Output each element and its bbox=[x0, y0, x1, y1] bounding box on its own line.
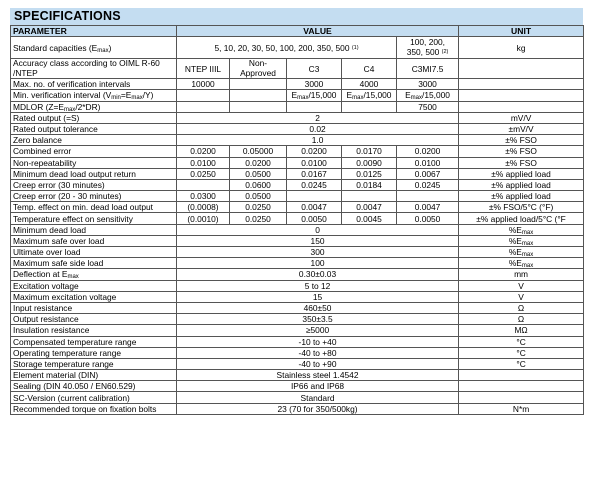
value-subscript: max bbox=[352, 95, 364, 102]
row-unit bbox=[459, 224, 584, 235]
value-text: E bbox=[346, 90, 353, 101]
row-label bbox=[11, 235, 177, 246]
row-value: 0.0600 bbox=[230, 179, 287, 190]
row-unit bbox=[459, 291, 584, 302]
row-unit: ±% FSO/5°C (°F) bbox=[459, 202, 584, 213]
table-row bbox=[11, 191, 584, 202]
unit-subscript: max bbox=[521, 240, 534, 247]
row-label bbox=[11, 90, 177, 101]
specifications-table bbox=[10, 25, 584, 415]
label-text: Minimum dead load bbox=[13, 224, 87, 235]
row-value: 150 bbox=[177, 235, 459, 246]
label-text: Sealing (DIN 40.050 / EN60.529) bbox=[13, 381, 136, 392]
row-value bbox=[177, 179, 230, 190]
row-value: 0.0067 bbox=[397, 168, 459, 179]
row-label bbox=[11, 370, 177, 381]
label-text: SC-Version (current calibration) bbox=[13, 392, 130, 403]
capacities-value bbox=[177, 37, 397, 59]
row-label bbox=[11, 314, 177, 325]
table-row bbox=[11, 403, 584, 414]
row-label: Rated output (=S) bbox=[11, 112, 177, 123]
row-value: 1.0 bbox=[177, 135, 459, 146]
unit-subscript: max bbox=[521, 263, 534, 269]
row-label: Accuracy class according to OIML R-60 /NTEP bbox=[11, 59, 177, 79]
row-value bbox=[342, 191, 397, 202]
accuracy-class: C3MI7.5 bbox=[397, 59, 459, 79]
value-text: E bbox=[291, 90, 298, 101]
unit-text: %E bbox=[508, 258, 522, 269]
row-label: Combined error bbox=[11, 146, 177, 157]
row-value: Standard bbox=[177, 392, 459, 403]
label-text-end: ) bbox=[108, 42, 112, 53]
table-row bbox=[11, 90, 584, 101]
table-row bbox=[11, 381, 584, 392]
row-unit bbox=[459, 280, 584, 291]
label-text: Input resistance bbox=[13, 303, 73, 314]
row-value: 0.02 bbox=[177, 123, 459, 134]
row-label bbox=[11, 302, 177, 313]
table-row bbox=[11, 123, 584, 134]
row-value: ≥5000 bbox=[177, 325, 459, 336]
row-label bbox=[11, 258, 177, 269]
label-text: Insulation resistance bbox=[13, 325, 90, 336]
row-unit bbox=[459, 269, 584, 280]
table-row bbox=[11, 314, 584, 325]
row-unit bbox=[459, 90, 584, 101]
row-value: 2 bbox=[177, 112, 459, 123]
row-label bbox=[11, 247, 177, 258]
capacities-alt-line2: 350, 500 bbox=[406, 46, 440, 57]
label-text: Standard capacities (E bbox=[13, 42, 98, 53]
row-unit: mV/V bbox=[459, 112, 584, 123]
row-unit: kg bbox=[459, 37, 584, 59]
label-text: Compensated temperature range bbox=[13, 336, 137, 347]
row-unit: ±mV/V bbox=[459, 123, 584, 134]
row-value bbox=[342, 90, 397, 101]
table-row bbox=[11, 37, 584, 59]
row-value: 0.0184 bbox=[342, 179, 397, 190]
row-value: 0.30±0.03 bbox=[177, 269, 459, 280]
row-label: Max. no. of verification intervals bbox=[11, 79, 177, 90]
label-text: Ultimate over load bbox=[13, 247, 81, 258]
row-value: 100 bbox=[177, 258, 459, 269]
table-header-row bbox=[11, 26, 584, 37]
row-value: 350±3.5 bbox=[177, 314, 459, 325]
row-unit bbox=[459, 370, 584, 381]
row-value bbox=[287, 90, 342, 101]
unit-text: N*m bbox=[512, 403, 530, 414]
row-unit: ±% applied load bbox=[459, 191, 584, 202]
unit-subscript: max bbox=[521, 252, 534, 258]
row-value: 0.0300 bbox=[177, 191, 230, 202]
row-value: 10000 bbox=[177, 79, 230, 90]
row-unit bbox=[459, 79, 584, 90]
row-label bbox=[11, 358, 177, 369]
row-unit bbox=[459, 403, 584, 414]
row-value: 0.0500 bbox=[230, 168, 287, 179]
label-text: Maximum safe side load bbox=[13, 258, 104, 269]
label-subscript: max bbox=[63, 106, 76, 113]
row-label: Minimum dead load output return bbox=[11, 168, 177, 179]
row-label bbox=[11, 269, 177, 280]
row-value: 0.0200 bbox=[230, 157, 287, 168]
row-value bbox=[230, 90, 287, 101]
row-value bbox=[230, 79, 287, 90]
table-row bbox=[11, 258, 584, 269]
row-value: 0.0100 bbox=[397, 157, 459, 168]
unit-text: °C bbox=[516, 358, 526, 369]
row-unit bbox=[459, 358, 584, 369]
row-label: Temperature effect on sensitivity bbox=[11, 213, 177, 224]
row-value bbox=[287, 101, 342, 112]
row-value: 0.0047 bbox=[287, 202, 342, 213]
row-label bbox=[11, 336, 177, 347]
unit-text: V bbox=[518, 280, 524, 291]
row-value: -40 to +80 bbox=[177, 347, 459, 358]
row-label: Creep error (20 - 30 minutes) bbox=[11, 191, 177, 202]
row-value bbox=[177, 90, 230, 101]
row-unit bbox=[459, 325, 584, 336]
row-label: Non-repeatability bbox=[11, 157, 177, 168]
row-value: 0.0250 bbox=[177, 168, 230, 179]
row-value: 0.0050 bbox=[397, 213, 459, 224]
row-value: 0.0245 bbox=[287, 179, 342, 190]
unit-text: °C bbox=[516, 347, 526, 358]
table-row bbox=[11, 59, 584, 79]
table-row bbox=[11, 157, 584, 168]
row-unit bbox=[459, 314, 584, 325]
row-value: 300 bbox=[177, 247, 459, 258]
unit-text: MΩ bbox=[514, 325, 528, 336]
row-label bbox=[11, 381, 177, 392]
label-text: =E bbox=[120, 90, 132, 101]
row-value: 0.0047 bbox=[342, 202, 397, 213]
row-unit bbox=[459, 302, 584, 313]
header-parameter: PARAMETER bbox=[11, 26, 177, 37]
row-unit bbox=[459, 381, 584, 392]
accuracy-class: Non- Approved bbox=[230, 59, 287, 79]
label-text: Min. verification interval (V bbox=[13, 90, 112, 101]
row-unit: ±% FSO bbox=[459, 146, 584, 157]
accuracy-class: C3 bbox=[287, 59, 342, 79]
table-row bbox=[11, 224, 584, 235]
row-unit: ±% FSO bbox=[459, 135, 584, 146]
label-subscript: min bbox=[111, 95, 121, 102]
unit-text: Ω bbox=[517, 303, 525, 314]
capacities-alt-line1: 100, 200, bbox=[410, 37, 445, 48]
row-value: -40 to +90 bbox=[177, 358, 459, 369]
row-value bbox=[342, 101, 397, 112]
row-value: 0.0125 bbox=[342, 168, 397, 179]
label-subscript: max bbox=[131, 95, 143, 102]
label-text: /2*DR) bbox=[75, 101, 101, 112]
row-value: 0.0200 bbox=[287, 146, 342, 157]
row-label bbox=[11, 325, 177, 336]
row-value: 0.0245 bbox=[397, 179, 459, 190]
label-text: Recommended torque on fixation bolts bbox=[13, 403, 157, 414]
section-title: SPECIFICATIONS bbox=[10, 8, 583, 25]
value-text: /15,000 bbox=[308, 90, 337, 101]
row-value: 0.0170 bbox=[342, 146, 397, 157]
row-label bbox=[11, 403, 177, 414]
row-unit bbox=[459, 101, 584, 112]
row-value bbox=[230, 101, 287, 112]
row-value: 0.0200 bbox=[177, 146, 230, 157]
row-value bbox=[397, 191, 459, 202]
row-value: 0.0500 bbox=[230, 191, 287, 202]
row-value: (0.0010) bbox=[177, 213, 230, 224]
table-row bbox=[11, 247, 584, 258]
row-value: 0.0045 bbox=[342, 213, 397, 224]
unit-text: V bbox=[518, 291, 524, 302]
table-row bbox=[11, 302, 584, 313]
row-label bbox=[11, 37, 177, 59]
label-text: Maximum safe over load bbox=[13, 235, 105, 246]
row-value: 0.05000 bbox=[230, 146, 287, 157]
table-row bbox=[11, 168, 584, 179]
unit-subscript: max bbox=[521, 229, 534, 236]
row-label bbox=[11, 280, 177, 291]
row-label bbox=[11, 101, 177, 112]
row-value: 7500 bbox=[397, 101, 459, 112]
unit-text: Ω bbox=[517, 314, 525, 325]
table-row bbox=[11, 235, 584, 246]
label-text: Operating temperature range bbox=[13, 347, 122, 358]
label-text: Excitation voltage bbox=[13, 280, 79, 291]
capacities-list: 5, 10, 20, 30, 50, 100, 200, 350, 500 bbox=[214, 42, 350, 53]
unit-text: %E bbox=[508, 224, 522, 235]
table-row bbox=[11, 325, 584, 336]
footnote-marker: (1) bbox=[351, 44, 359, 51]
table-row bbox=[11, 280, 584, 291]
value-subscript: max bbox=[297, 95, 309, 102]
row-value: 0.0100 bbox=[177, 157, 230, 168]
row-value bbox=[397, 90, 459, 101]
row-value: 15 bbox=[177, 291, 459, 302]
table-row bbox=[11, 213, 584, 224]
capacities-alt-value bbox=[397, 37, 459, 59]
row-value: 0.0250 bbox=[230, 213, 287, 224]
row-unit bbox=[459, 59, 584, 79]
row-label: Zero balance bbox=[11, 135, 177, 146]
row-unit: ±% applied load/5°C (°F bbox=[459, 213, 584, 224]
row-label bbox=[11, 347, 177, 358]
row-value: 0.0090 bbox=[342, 157, 397, 168]
row-value: 4000 bbox=[342, 79, 397, 90]
table-row bbox=[11, 112, 584, 123]
value-text: E bbox=[405, 90, 411, 101]
table-row bbox=[11, 202, 584, 213]
row-unit bbox=[459, 258, 584, 269]
row-label: Rated output tolerance bbox=[11, 123, 177, 134]
table-row bbox=[11, 101, 584, 112]
row-value bbox=[287, 191, 342, 202]
label-text: Storage temperature range bbox=[13, 358, 114, 369]
row-label bbox=[11, 392, 177, 403]
table-row bbox=[11, 79, 584, 90]
row-unit bbox=[459, 347, 584, 358]
row-unit: ±% applied load bbox=[459, 179, 584, 190]
row-unit bbox=[459, 235, 584, 246]
unit-text: %E bbox=[508, 247, 522, 258]
value-subscript: max bbox=[410, 95, 423, 102]
label-text: Output resistance bbox=[13, 314, 79, 325]
label-text: Deflection at E bbox=[13, 269, 68, 280]
table-row bbox=[11, 392, 584, 403]
table-row bbox=[11, 291, 584, 302]
table-row bbox=[11, 269, 584, 280]
table-row bbox=[11, 146, 584, 157]
table-row bbox=[11, 370, 584, 381]
value-text: /15,000 bbox=[363, 90, 392, 101]
unit-text: mm bbox=[514, 269, 529, 280]
row-value: 0.0047 bbox=[397, 202, 459, 213]
label-subscript: max bbox=[97, 47, 109, 54]
table-row bbox=[11, 336, 584, 347]
row-label bbox=[11, 224, 177, 235]
footnote-marker: (2) bbox=[441, 48, 449, 55]
row-unit bbox=[459, 392, 584, 403]
row-value: 23 (70 for 350/500kg) bbox=[177, 403, 459, 414]
row-value: 0.0100 bbox=[287, 157, 342, 168]
row-value: 0.0050 bbox=[287, 213, 342, 224]
row-label: Creep error (30 minutes) bbox=[11, 179, 177, 190]
table-row bbox=[11, 347, 584, 358]
row-value: 5 to 12 bbox=[177, 280, 459, 291]
row-label bbox=[11, 291, 177, 302]
table-row bbox=[11, 135, 584, 146]
table-row bbox=[11, 179, 584, 190]
header-value: VALUE bbox=[177, 26, 459, 37]
table-row bbox=[11, 358, 584, 369]
row-value: 0.0250 bbox=[230, 202, 287, 213]
row-value: 0.0167 bbox=[287, 168, 342, 179]
row-value: Stainless steel 1.4542 bbox=[177, 370, 459, 381]
row-label: Temp. effect on min. dead load output bbox=[11, 202, 177, 213]
label-text: Element material (DIN) bbox=[13, 370, 99, 381]
row-value: 460±50 bbox=[177, 302, 459, 313]
row-unit bbox=[459, 247, 584, 258]
row-value: -10 to +40 bbox=[177, 336, 459, 347]
row-value: 3000 bbox=[287, 79, 342, 90]
row-value: (0.0008) bbox=[177, 202, 230, 213]
label-text: /Y) bbox=[142, 90, 154, 101]
unit-text: %E bbox=[508, 235, 522, 246]
row-unit bbox=[459, 336, 584, 347]
row-value: 3000 bbox=[397, 79, 459, 90]
header-unit: UNIT bbox=[459, 26, 584, 37]
row-value: 0.0200 bbox=[397, 146, 459, 157]
row-unit: ±% FSO bbox=[459, 157, 584, 168]
specifications-panel bbox=[10, 8, 583, 415]
value-text: /15,000 bbox=[422, 90, 450, 101]
unit-text: °C bbox=[516, 336, 526, 347]
label-subscript: max bbox=[67, 274, 79, 281]
accuracy-class: C4 bbox=[342, 59, 397, 79]
row-value: IP66 and IP68 bbox=[177, 381, 459, 392]
label-text: Maximum excitation voltage bbox=[13, 291, 117, 302]
accuracy-class: NTEP IIIL bbox=[177, 59, 230, 79]
row-unit: ±% applied load bbox=[459, 168, 584, 179]
row-value bbox=[177, 101, 230, 112]
row-value: 0 bbox=[177, 224, 459, 235]
label-text: MDLOR (Z=E bbox=[13, 101, 64, 112]
